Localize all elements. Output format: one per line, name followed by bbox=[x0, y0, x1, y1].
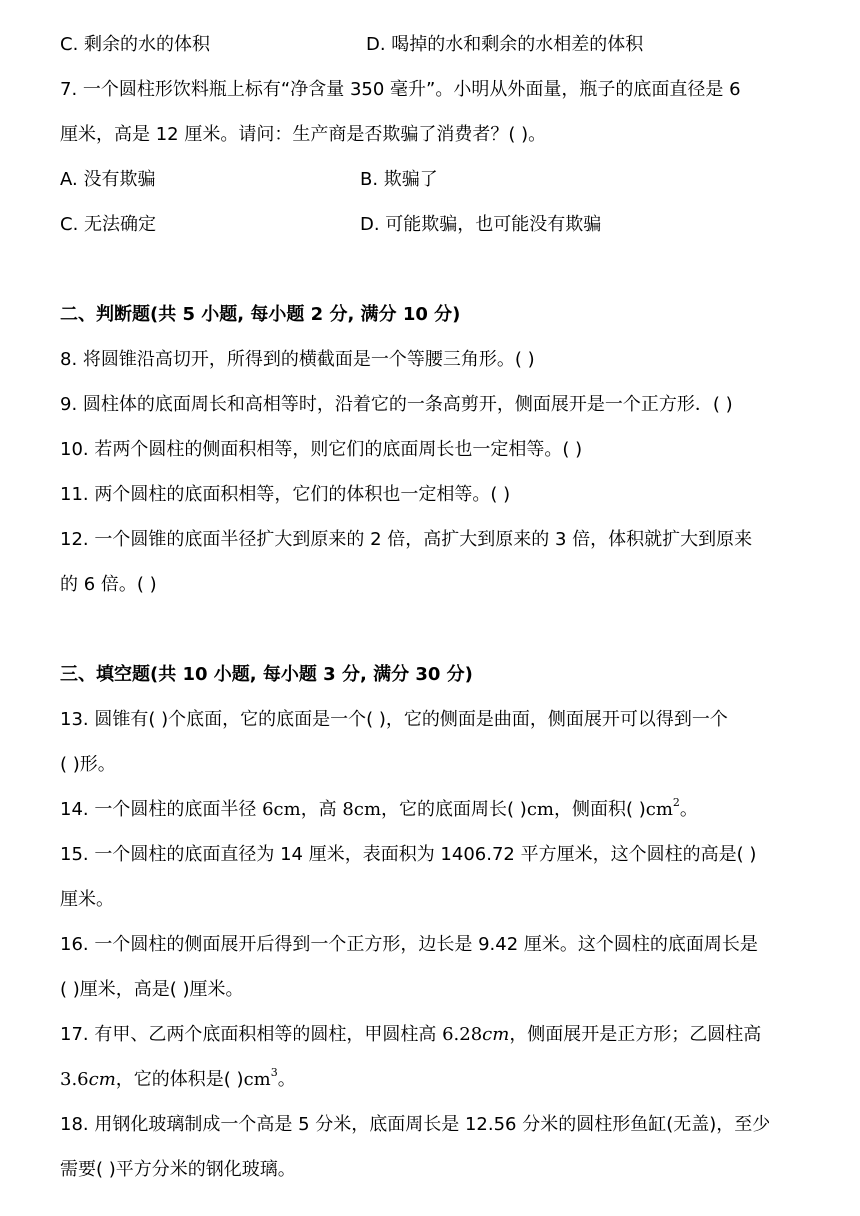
q6-option-c: C. 剩余的水的体积 bbox=[60, 34, 211, 55]
q7-line-1: 7. 一个圆柱形饮料瓶上标有“净含量 350 毫升”。小明从外面量，瓶子的底面直径是 6 bbox=[60, 79, 741, 100]
q14-part: ，高 bbox=[300, 799, 343, 820]
q12-line-2: 的 6 倍。( ) bbox=[60, 574, 157, 595]
q17-height-value: 6.28 bbox=[442, 1024, 483, 1045]
q7-option-row-1 bbox=[60, 168, 438, 192]
q14-unit: cm bbox=[645, 799, 673, 820]
q14-exponent: 2 bbox=[672, 796, 680, 809]
q14-part: ，它的底面周长( ) bbox=[381, 799, 527, 820]
q14-part: ，侧面积( ) bbox=[553, 799, 646, 820]
q18-line-1: 18. 用钢化玻璃制成一个高是 5 分米，底面周长是 12.56 分米的圆柱形鱼缸(无盖)，至少 bbox=[60, 1114, 771, 1135]
q13-line-1: 13. 圆锥有( )个底面，它的底面是一个( )，它的侧面是曲面，侧面展开可以得到一个 bbox=[60, 709, 728, 730]
q7-option-d: D. 可能欺骗，也可能没有欺骗 bbox=[360, 214, 602, 235]
q16-line-1: 16. 一个圆柱的侧面展开后得到一个正方形，边长是 9.42 厘米。这个圆柱的底面周长是 bbox=[60, 934, 758, 955]
q14-height-value: 8cm bbox=[342, 799, 382, 820]
q7-option-row-2 bbox=[60, 213, 602, 237]
q14-part: 14. 一个圆柱的底面半径 bbox=[60, 799, 263, 820]
q17-part: 。 bbox=[277, 1069, 296, 1090]
q10-text: 10. 若两个圆柱的侧面积相等，则它们的底面周长也一定相等。( ) bbox=[60, 439, 583, 460]
q17-unit: cm bbox=[88, 1069, 116, 1090]
q17-part: 17. 有甲、乙两个底面积相等的圆柱，甲圆柱高 bbox=[60, 1024, 443, 1045]
q14-text bbox=[60, 798, 698, 822]
q7-line-2: 厘米，高是 12 厘米。请问：生产商是否欺骗了消费者？( )。 bbox=[60, 124, 547, 145]
q17-unit: cm bbox=[243, 1069, 271, 1090]
q14-part: 。 bbox=[679, 799, 698, 820]
q17-line-1 bbox=[60, 1023, 761, 1047]
q13-line-2: ( )形。 bbox=[60, 754, 116, 775]
q14-radius-value: 6cm bbox=[262, 799, 301, 820]
q15-line-1: 15. 一个圆柱的底面直径为 14 厘米，表面积为 1406.72 平方厘米，这个圆柱的高是( ) bbox=[60, 844, 757, 865]
section-3-heading: 三、填空题(共 10 小题, 每小题 3 分, 满分 30 分) bbox=[60, 664, 473, 685]
q8-text: 8. 将圆锥沿高切开，所得到的横截面是一个等腰三角形。( ) bbox=[60, 349, 535, 370]
q12-line-1: 12. 一个圆锥的底面半径扩大到原来的 2 倍，高扩大到原来的 3 倍，体积就扩大到原来 bbox=[60, 529, 753, 550]
section-2-heading: 二、判断题(共 5 小题, 每小题 2 分, 满分 10 分) bbox=[60, 304, 461, 325]
q17-exponent: 3 bbox=[270, 1066, 278, 1079]
q17-unit: cm bbox=[482, 1024, 510, 1045]
q14-unit: cm bbox=[526, 799, 554, 820]
q17-height-value: 3.6 bbox=[60, 1069, 89, 1090]
q6-option-d: D. 喝掉的水和剩余的水相差的体积 bbox=[366, 34, 644, 55]
q17-line-2 bbox=[60, 1068, 296, 1092]
q17-part: ，侧面展开是正方形；乙圆柱高 bbox=[509, 1024, 762, 1045]
q11-text: 11. 两个圆柱的底面积相等，它们的体积也一定相等。( ) bbox=[60, 484, 511, 505]
q18-line-2: 需要( )平方分米的钢化玻璃。 bbox=[60, 1159, 296, 1180]
q7-option-b: B. 欺骗了 bbox=[360, 169, 438, 190]
q17-part: ，它的体积是( ) bbox=[115, 1069, 244, 1090]
q15-line-2: 厘米。 bbox=[60, 889, 114, 910]
q16-line-2: ( )厘米，高是( )厘米。 bbox=[60, 979, 244, 1000]
q9-text: 9. 圆柱体的底面周长和高相等时，沿着它的一条高剪开，侧面展开是一个正方形．( ) bbox=[60, 394, 733, 415]
q7-option-c: C. 无法确定 bbox=[60, 214, 157, 235]
q6-option-row bbox=[60, 33, 644, 57]
q7-option-a: A. 没有欺骗 bbox=[60, 169, 156, 190]
